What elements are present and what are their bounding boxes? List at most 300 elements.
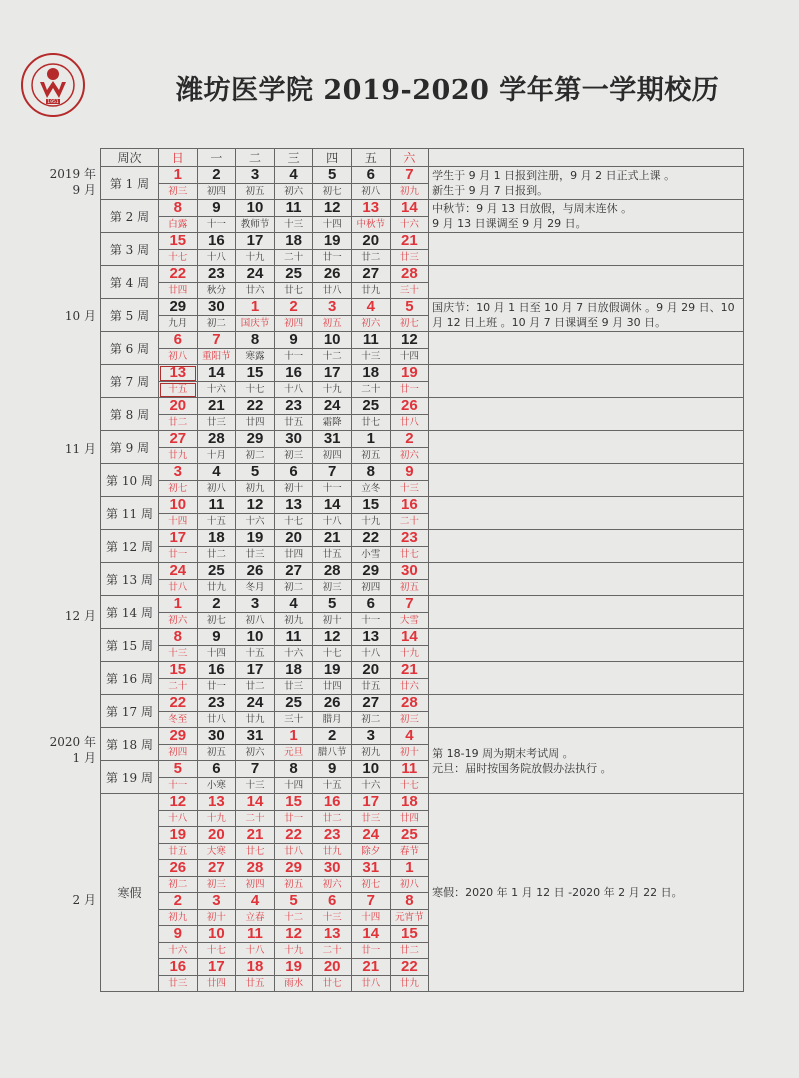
day-number: 26	[159, 860, 198, 877]
day-number: 13	[313, 926, 352, 943]
lunar-date: 廿三	[197, 415, 236, 431]
week-note	[429, 398, 744, 431]
day-number: 29	[236, 431, 275, 448]
day-number: 8	[159, 200, 198, 217]
lunar-date: 十九	[313, 382, 352, 398]
day-number: 22	[236, 398, 275, 415]
day-number: 11	[236, 926, 275, 943]
lunar-date: 廿二	[197, 547, 236, 563]
day-number: 9	[197, 629, 236, 646]
day-number: 29	[159, 299, 198, 316]
lunar-date: 廿一	[274, 811, 313, 827]
lunar-date: 十九	[351, 514, 390, 530]
day-number: 5	[313, 167, 352, 184]
university-logo	[20, 52, 86, 118]
month-label: 9 月	[72, 183, 96, 197]
day-number: 2	[197, 596, 236, 613]
week-row	[101, 695, 744, 712]
day-number: 7	[351, 893, 390, 910]
day-number: 3	[236, 167, 275, 184]
lunar-date: 十五	[313, 778, 352, 794]
week-label: 第 3 周	[101, 233, 159, 266]
lunar-date: 初七	[159, 481, 198, 497]
lunar-date: 廿七	[274, 283, 313, 299]
month-label: 2 月	[72, 892, 96, 907]
week-label: 第 2 周	[101, 200, 159, 233]
lunar-date: 十四	[351, 910, 390, 926]
lunar-date: 初三	[313, 580, 352, 596]
day-number: 31	[236, 728, 275, 745]
day-number: 4	[236, 893, 275, 910]
day-number: 7	[390, 167, 429, 184]
lunar-date: 廿一	[197, 679, 236, 695]
lunar-date: 九月	[159, 316, 198, 332]
lunar-date: 廿四	[274, 547, 313, 563]
lunar-date: 初九	[236, 481, 275, 497]
lunar-date: 初七	[313, 184, 352, 200]
day-number: 21	[197, 398, 236, 415]
day-number: 9	[274, 332, 313, 349]
day-number: 30	[197, 299, 236, 316]
lunar-date: 寒露	[236, 349, 275, 365]
day-number: 2	[159, 893, 198, 910]
lunar-date: 初五	[313, 316, 352, 332]
day-number: 19	[313, 662, 352, 679]
day-number: 26	[390, 398, 429, 415]
lunar-date: 教师节	[236, 217, 275, 233]
day-number: 10	[236, 200, 275, 217]
day-number: 21	[236, 827, 275, 844]
lunar-date: 初三	[274, 448, 313, 464]
week-note	[429, 695, 744, 728]
lunar-date: 十八	[236, 943, 275, 959]
lunar-date: 廿六	[236, 283, 275, 299]
lunar-date: 中秋节	[351, 217, 390, 233]
lunar-date: 廿二	[313, 811, 352, 827]
lunar-date: 大雪	[390, 613, 429, 629]
day-number: 23	[197, 695, 236, 712]
lunar-date: 十四	[313, 217, 352, 233]
day-number: 22	[390, 959, 429, 976]
week-label: 第 9 周	[101, 431, 159, 464]
day-number: 3	[351, 728, 390, 745]
day-number: 26	[236, 563, 275, 580]
lunar-date: 初五	[236, 184, 275, 200]
lunar-date: 初二	[351, 712, 390, 728]
lunar-date: 十八	[274, 382, 313, 398]
week-note	[429, 299, 744, 332]
day-number: 26	[313, 695, 352, 712]
day-number: 14	[236, 794, 275, 811]
lunar-date: 初六	[313, 877, 352, 893]
day-number: 15	[390, 926, 429, 943]
lunar-date: 十三	[351, 349, 390, 365]
day-number: 18	[351, 365, 390, 382]
week-note	[429, 728, 744, 794]
day-number: 25	[351, 398, 390, 415]
note-line: 新生于 9 月 7 日报到。	[432, 184, 549, 197]
lunar-date: 十六	[351, 778, 390, 794]
week-row	[101, 464, 744, 481]
day-number: 17	[197, 959, 236, 976]
lunar-date: 十二	[313, 349, 352, 365]
day-number: 8	[159, 629, 198, 646]
day-number: 23	[197, 266, 236, 283]
lunar-date: 十二	[274, 910, 313, 926]
day-number: 13	[351, 629, 390, 646]
day-number: 20	[351, 233, 390, 250]
lunar-date: 廿四	[313, 679, 352, 695]
day-number: 4	[390, 728, 429, 745]
week-row	[101, 398, 744, 415]
lunar-date: 廿三	[274, 679, 313, 695]
day-number: 10	[236, 629, 275, 646]
lunar-date: 初四	[197, 184, 236, 200]
lunar-date: 十八	[197, 250, 236, 266]
day-number: 28	[390, 266, 429, 283]
lunar-date: 廿三	[159, 976, 198, 992]
day-number: 11	[351, 332, 390, 349]
week-row	[101, 332, 744, 349]
lunar-date: 初四	[313, 448, 352, 464]
lunar-date: 廿二	[236, 679, 275, 695]
lunar-date: 二十	[390, 514, 429, 530]
day-number: 9	[197, 200, 236, 217]
weekday-header: 日	[159, 149, 198, 167]
lunar-date: 廿三	[236, 547, 275, 563]
lunar-date: 廿七	[351, 415, 390, 431]
day-number: 22	[159, 695, 198, 712]
day-number: 5	[313, 596, 352, 613]
lunar-date: 十六	[274, 646, 313, 662]
lunar-date: 十七	[159, 250, 198, 266]
lunar-date: 廿四	[236, 415, 275, 431]
weekday-header: 一	[197, 149, 236, 167]
day-number: 21	[390, 233, 429, 250]
day-number: 5	[274, 893, 313, 910]
lunar-date: 小雪	[351, 547, 390, 563]
lunar-date: 初九	[390, 184, 429, 200]
lunar-date: 廿九	[351, 283, 390, 299]
lunar-date: 初五	[197, 745, 236, 761]
lunar-date: 十七	[390, 778, 429, 794]
day-number: 1	[351, 431, 390, 448]
day-number: 27	[351, 266, 390, 283]
week-label: 第 5 周	[101, 299, 159, 332]
day-number: 8	[236, 332, 275, 349]
notes-header	[429, 149, 744, 167]
day-number: 6	[274, 464, 313, 481]
lunar-date: 十三	[236, 778, 275, 794]
lunar-date: 初二	[197, 316, 236, 332]
lunar-date: 十八	[313, 514, 352, 530]
lunar-date: 三十	[390, 283, 429, 299]
lunar-date: 廿八	[197, 712, 236, 728]
day-number: 30	[197, 728, 236, 745]
lunar-date: 初五	[274, 877, 313, 893]
day-number: 6	[351, 167, 390, 184]
lunar-date: 廿四	[159, 283, 198, 299]
week-row	[101, 431, 744, 448]
lunar-date: 初四	[351, 580, 390, 596]
lunar-date: 廿三	[390, 250, 429, 266]
lunar-date: 初十	[274, 481, 313, 497]
week-row	[101, 497, 744, 514]
week-label: 第 15 周	[101, 629, 159, 662]
lunar-date: 初六	[351, 316, 390, 332]
day-number: 18	[390, 794, 429, 811]
note-line: 学生于 9 月 1 日报到注册，9 月 2 日正式上课 。	[432, 169, 676, 182]
day-number: 17	[236, 662, 275, 679]
day-number: 5	[236, 464, 275, 481]
week-row	[101, 662, 744, 679]
month-label: 12 月	[64, 609, 96, 624]
day-number: 28	[313, 563, 352, 580]
day-number: 3	[159, 464, 198, 481]
day-number: 6	[159, 332, 198, 349]
lunar-date: 十一	[351, 613, 390, 629]
day-number: 21	[390, 662, 429, 679]
lunar-date: 初五	[390, 580, 429, 596]
day-number: 10	[351, 761, 390, 778]
lunar-date: 初八	[390, 877, 429, 893]
month-label: 2020 年	[49, 734, 96, 749]
weekday-header: 五	[351, 149, 390, 167]
lunar-date: 廿九	[236, 712, 275, 728]
week-label: 第 7 周	[101, 365, 159, 398]
week-note	[429, 464, 744, 497]
day-number: 17	[159, 530, 198, 547]
logo-year: 1951	[47, 100, 59, 105]
lunar-date: 初七	[351, 877, 390, 893]
lunar-date: 廿一	[351, 943, 390, 959]
day-number: 9	[313, 761, 352, 778]
day-number: 2	[313, 728, 352, 745]
week-note	[429, 596, 744, 629]
day-number: 29	[351, 563, 390, 580]
day-number: 19	[390, 365, 429, 382]
day-number: 8	[390, 893, 429, 910]
day-number: 19	[313, 233, 352, 250]
note-line: 国庆节：10 月 1 日至 10 月 7 日放假调休 。9 月 29 日、10 月 12 日上班 。10 月 7 日课调至 9 月 30 日。	[432, 301, 735, 329]
day-number: 7	[313, 464, 352, 481]
lunar-date: 十月	[197, 448, 236, 464]
day-number: 24	[236, 266, 275, 283]
day-number: 25	[197, 563, 236, 580]
day-number: 17	[313, 365, 352, 382]
day-number: 20	[313, 959, 352, 976]
note-line: 9 月 13 日课调至 9 月 29 日。	[432, 217, 587, 230]
day-number: 21	[313, 530, 352, 547]
day-number: 3	[197, 893, 236, 910]
day-number: 15	[159, 662, 198, 679]
day-number: 15	[236, 365, 275, 382]
day-number: 10	[197, 926, 236, 943]
week-note	[429, 629, 744, 662]
day-number: 22	[159, 266, 198, 283]
day-number: 16	[159, 959, 198, 976]
lunar-date: 除夕	[351, 844, 390, 860]
day-number: 12	[313, 629, 352, 646]
week-note	[429, 167, 744, 200]
week-label: 第 4 周	[101, 266, 159, 299]
day-number: 4	[351, 299, 390, 316]
lunar-date: 廿五	[274, 415, 313, 431]
week-note	[429, 662, 744, 695]
week-label: 第 1 周	[101, 167, 159, 200]
week-label: 第 8 周	[101, 398, 159, 431]
day-number: 17	[236, 233, 275, 250]
weekday-header: 四	[313, 149, 352, 167]
day-number: 11	[390, 761, 429, 778]
lunar-date: 冬至	[159, 712, 198, 728]
day-number: 12	[274, 926, 313, 943]
day-number: 25	[390, 827, 429, 844]
day-number: 8	[351, 464, 390, 481]
week-row	[101, 563, 744, 580]
lunar-date: 十九	[197, 811, 236, 827]
day-number: 5	[159, 761, 198, 778]
lunar-date: 大寒	[197, 844, 236, 860]
lunar-date: 二十	[313, 943, 352, 959]
week-note	[429, 497, 744, 530]
lunar-date: 元旦	[274, 745, 313, 761]
lunar-date: 初九	[159, 910, 198, 926]
lunar-date: 初三	[159, 184, 198, 200]
day-number: 7	[390, 596, 429, 613]
day-number: 21	[351, 959, 390, 976]
day-number: 24	[351, 827, 390, 844]
day-number: 16	[390, 497, 429, 514]
week-header: 周次	[101, 149, 159, 167]
day-number: 20	[197, 827, 236, 844]
week-row	[101, 167, 744, 184]
lunar-date: 十四	[390, 349, 429, 365]
day-number: 13	[274, 497, 313, 514]
day-number: 4	[197, 464, 236, 481]
day-number: 14	[197, 365, 236, 382]
lunar-date: 廿二	[390, 943, 429, 959]
day-number: 15	[159, 233, 198, 250]
month-label: 1 月	[72, 750, 96, 765]
lunar-date: 二十	[274, 250, 313, 266]
weekday-header: 六	[390, 149, 429, 167]
week-note	[429, 530, 744, 563]
day-number: 29	[274, 860, 313, 877]
month-label: 2019 年	[49, 167, 96, 181]
lunar-date: 十五	[159, 382, 198, 398]
lunar-date: 十六	[197, 382, 236, 398]
week-label: 第 18 周	[101, 728, 159, 761]
lunar-date: 廿九	[159, 448, 198, 464]
lunar-date: 廿七	[313, 976, 352, 992]
day-number: 27	[351, 695, 390, 712]
lunar-date: 重阳节	[197, 349, 236, 365]
week-row	[101, 530, 744, 547]
week-row	[101, 200, 744, 217]
day-number: 10	[313, 332, 352, 349]
lunar-date: 初十	[197, 910, 236, 926]
lunar-date: 十七	[274, 514, 313, 530]
day-number: 19	[274, 959, 313, 976]
lunar-date: 初四	[236, 877, 275, 893]
lunar-date: 十八	[159, 811, 198, 827]
note-line: 元旦：届时按国务院放假办法执行 。	[432, 761, 612, 775]
lunar-date: 廿六	[390, 679, 429, 695]
day-number: 16	[197, 662, 236, 679]
weekday-header: 三	[274, 149, 313, 167]
weekday-header: 二	[236, 149, 275, 167]
day-number: 2	[197, 167, 236, 184]
lunar-date: 十七	[197, 943, 236, 959]
day-number: 12	[159, 794, 198, 811]
lunar-date: 廿八	[313, 283, 352, 299]
week-row	[101, 266, 744, 283]
day-number: 7	[236, 761, 275, 778]
day-number: 28	[197, 431, 236, 448]
week-note	[429, 200, 744, 233]
day-number: 20	[274, 530, 313, 547]
winter-note: 寒假：2020 年 1 月 12 日 -2020 年 2 月 22 日。	[429, 794, 744, 992]
day-number: 20	[351, 662, 390, 679]
lunar-date: 初八	[159, 349, 198, 365]
lunar-date: 廿七	[390, 547, 429, 563]
lunar-date: 秋分	[197, 283, 236, 299]
week-note	[429, 332, 744, 365]
day-number: 30	[313, 860, 352, 877]
lunar-date: 初七	[197, 613, 236, 629]
note-line: 第 18-19 周为期末考试周 。	[432, 746, 574, 760]
lunar-date: 廿一	[313, 250, 352, 266]
week-label: 第 12 周	[101, 530, 159, 563]
week-label: 第 11 周	[101, 497, 159, 530]
week-row	[101, 233, 744, 250]
lunar-date: 廿一	[390, 382, 429, 398]
lunar-date: 十八	[351, 646, 390, 662]
day-number: 22	[274, 827, 313, 844]
day-number: 6	[197, 761, 236, 778]
lunar-date: 十一	[159, 778, 198, 794]
lunar-date: 初六	[390, 448, 429, 464]
day-number: 9	[390, 464, 429, 481]
academic-calendar-table	[100, 148, 744, 992]
day-number: 6	[313, 893, 352, 910]
day-number: 1	[159, 596, 198, 613]
day-number: 12	[236, 497, 275, 514]
lunar-date: 十四	[274, 778, 313, 794]
lunar-date: 冬月	[236, 580, 275, 596]
day-number: 18	[274, 662, 313, 679]
lunar-date: 二十	[236, 811, 275, 827]
lunar-date: 廿七	[236, 844, 275, 860]
week-label: 第 10 周	[101, 464, 159, 497]
day-number: 4	[274, 167, 313, 184]
lunar-date: 腊月	[313, 712, 352, 728]
day-number: 24	[159, 563, 198, 580]
lunar-date: 廿九	[313, 844, 352, 860]
lunar-date: 小寒	[197, 778, 236, 794]
day-number: 24	[313, 398, 352, 415]
lunar-date: 廿八	[351, 976, 390, 992]
day-number: 3	[313, 299, 352, 316]
lunar-date: 初二	[274, 580, 313, 596]
lunar-date: 白露	[159, 217, 198, 233]
lunar-date: 十七	[236, 382, 275, 398]
day-number: 15	[274, 794, 313, 811]
day-number: 7	[197, 332, 236, 349]
lunar-date: 十九	[390, 646, 429, 662]
day-number: 18	[274, 233, 313, 250]
